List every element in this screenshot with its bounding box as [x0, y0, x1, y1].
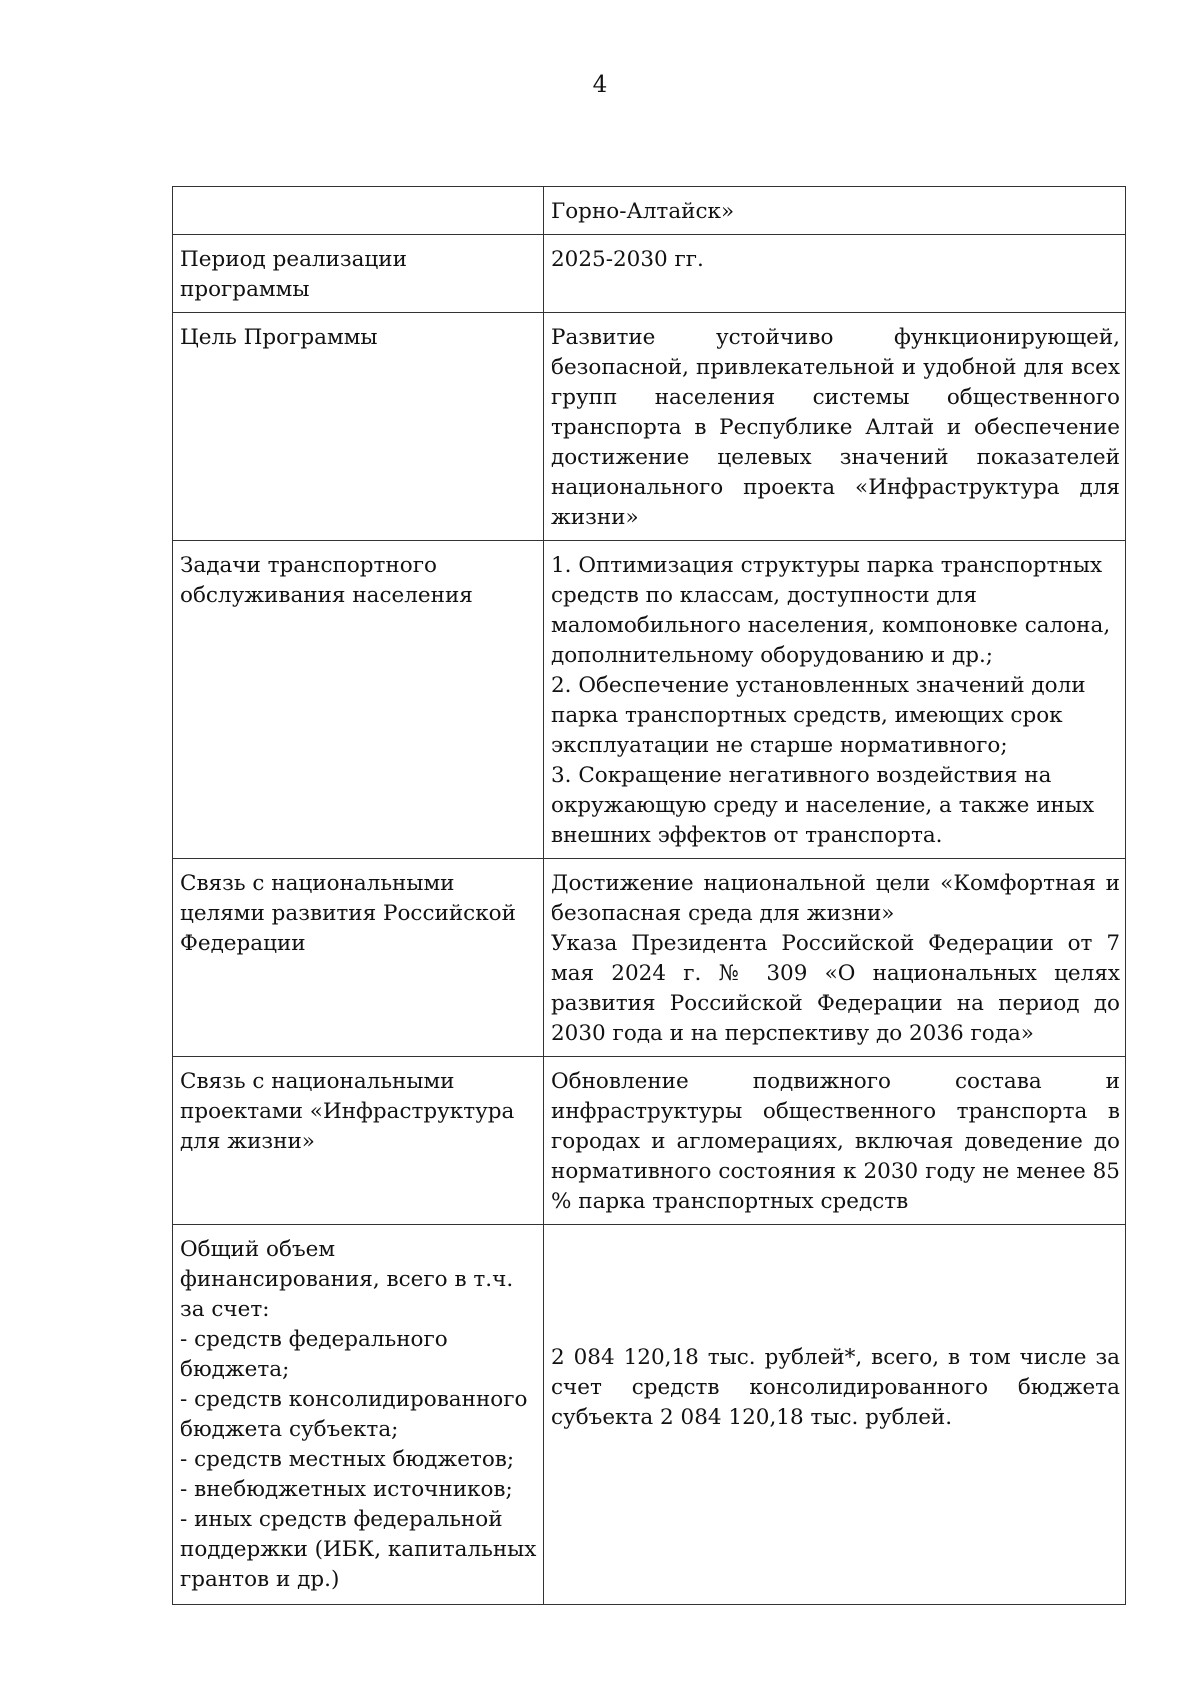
financing-federal-label: - средств федерального бюджета;: [180, 1327, 448, 1382]
label-cell: [173, 859, 544, 1057]
national-projects-value: Обновление подвижного состава и инфраструктуры общественного транспорта в городах и агломерациях, включая доведение до нормативного состояния к 2030 году не менее 85 % парка транспортных средств: [551, 1069, 1120, 1214]
label-cell: [173, 541, 544, 859]
period-label: Период реализации программы: [180, 247, 407, 302]
table-row: [173, 1057, 1126, 1225]
value-cell: [544, 1057, 1126, 1225]
financing-other-federal-label: - иных средств федеральной поддержки (ИБК, капитальных грантов и др.): [180, 1507, 537, 1592]
municipality-name-tail: Горно-Алтайск»: [551, 199, 735, 224]
period-value: 2025-2030 гг.: [551, 247, 704, 272]
table-row: [173, 541, 1126, 859]
financing-total-label: Общий объем финансирования, всего в т.ч. за счет:: [180, 1237, 514, 1322]
label-cell: [173, 187, 544, 235]
program-passport-table: [172, 186, 1126, 1605]
financing-local-label: - средств местных бюджетов;: [180, 1447, 515, 1472]
label-cell: [173, 235, 544, 313]
national-goals-label: Связь с национальными целями развития Российской Федерации: [180, 871, 516, 956]
task-item-1: 1. Оптимизация структуры парка транспортных средств по классам, доступности для маломобильного населения, компоновке салона, дополнительному оборудованию и др.;: [551, 553, 1111, 668]
goal-label: Цель Программы: [180, 325, 378, 350]
value-cell: [544, 187, 1126, 235]
table-row: [173, 313, 1126, 541]
financing-consolidated-label: - средств консолидированного бюджета субъекта;: [180, 1387, 528, 1442]
financing-extrabudgetary-label: - внебюджетных источников;: [180, 1477, 513, 1502]
national-projects-label: Связь с национальными проектами «Инфраструктура для жизни»: [180, 1069, 515, 1154]
label-cell: [173, 313, 544, 541]
presidential-decree-text: Указа Президента Российской Федерации от 7 мая 2024 г. № 309 «О национальных целях развития Российской Федерации на период до 2030 года и на перспективу до 2036 года»: [551, 931, 1120, 1046]
table-row: [173, 1225, 1126, 1605]
national-goal-text: Достижение национальной цели «Комфортная и безопасная среда для жизни»: [551, 871, 1120, 926]
value-cell: [544, 541, 1126, 859]
goal-value: Развитие устойчиво функционирующей, безопасной, привлекательной и удобной для всех групп населения системы общественного транспорта в Республике Алтай и обеспечение достижение целевых значений показателей национального проекта «Инфраструктура для жизни»: [551, 325, 1120, 530]
table-row: [173, 859, 1126, 1057]
table-row: [173, 235, 1126, 313]
label-cell: [173, 1057, 544, 1225]
value-cell: [544, 859, 1126, 1057]
value-cell: [544, 313, 1126, 541]
table-row: [173, 187, 1126, 235]
value-cell: [544, 235, 1126, 313]
task-item-3: 3. Сокращение негативного воздействия на окружающую среду и население, а также иных внешних эффектов от транспорта.: [551, 763, 1095, 848]
tasks-label: Задачи транспортного обслуживания населения: [180, 553, 473, 608]
page-number: 4: [592, 72, 608, 98]
value-cell: [544, 1225, 1126, 1605]
financing-value: 2 084 120,18 тыс. рублей*, всего, в том числе за счет средств консолидированного бюджета субъекта 2 084 120,18 тыс. рублей.: [551, 1345, 1120, 1430]
task-item-2: 2. Обеспечение установленных значений доли парка транспортных средств, имеющих срок эксплуатации не старше нормативного;: [551, 673, 1086, 758]
label-cell: [173, 1225, 544, 1605]
